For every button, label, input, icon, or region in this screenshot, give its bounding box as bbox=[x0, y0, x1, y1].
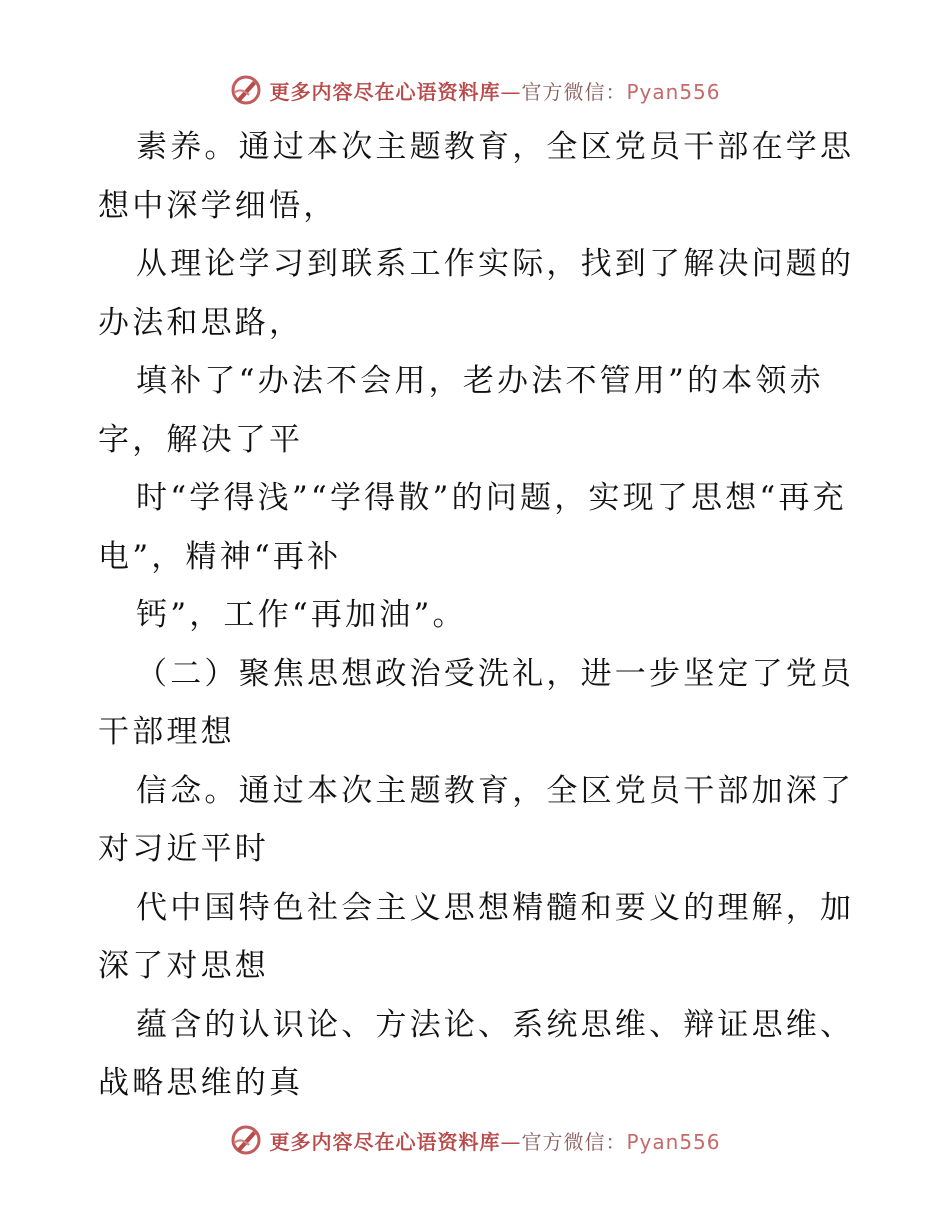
document-body bbox=[98, 118, 858, 1113]
header-banner-account: Pyan556 bbox=[626, 79, 721, 104]
paragraph-9: 蕴含的认识论、方法论、系统思维、辩证思维、战略思维的真 bbox=[98, 1006, 855, 1101]
paragraph-4: 时“学得浅”“学得散”的问题，实现了思想“再充电”，精神“再补 bbox=[98, 480, 847, 575]
header-banner-text bbox=[269, 76, 720, 105]
pen-swirl-logo-icon bbox=[229, 73, 263, 107]
header-banner-label: 官方微信： bbox=[521, 79, 627, 104]
pen-swirl-logo-icon bbox=[229, 1123, 263, 1157]
paragraph-6: （二）聚焦思想政治受洗礼，进一步坚定了党员干部理想 bbox=[98, 655, 855, 750]
paragraph-1: 素养。通过本次主题教育，全区党员干部在学思想中深学细悟， bbox=[98, 129, 855, 224]
footer-banner-text bbox=[269, 1126, 720, 1155]
footer-banner-separator: — bbox=[500, 1129, 522, 1154]
footer-banner bbox=[0, 1120, 950, 1160]
header-banner-separator: — bbox=[500, 79, 522, 104]
footer-banner-brand: 更多内容尽在心语资料库 bbox=[269, 1129, 501, 1154]
footer-banner-label: 官方微信： bbox=[521, 1129, 627, 1154]
paragraph-7: 信念。通过本次主题教育，全区党员干部加深了对习近平时 bbox=[98, 772, 855, 867]
paragraph-3: 填补了“办法不会用，老办法不管用”的本领赤字，解决了平 bbox=[98, 363, 824, 458]
header-banner-brand: 更多内容尽在心语资料库 bbox=[269, 79, 501, 104]
header-banner bbox=[0, 70, 950, 110]
paragraph-5: 钙”，工作“再加油”。 bbox=[136, 597, 467, 633]
paragraph-8: 代中国特色社会主义思想精髓和要义的理解，加深了对思想 bbox=[98, 889, 855, 984]
paragraph-2: 从理论学习到联系工作实际，找到了解决问题的办法和思路， bbox=[98, 246, 855, 341]
footer-banner-account: Pyan556 bbox=[626, 1129, 721, 1154]
